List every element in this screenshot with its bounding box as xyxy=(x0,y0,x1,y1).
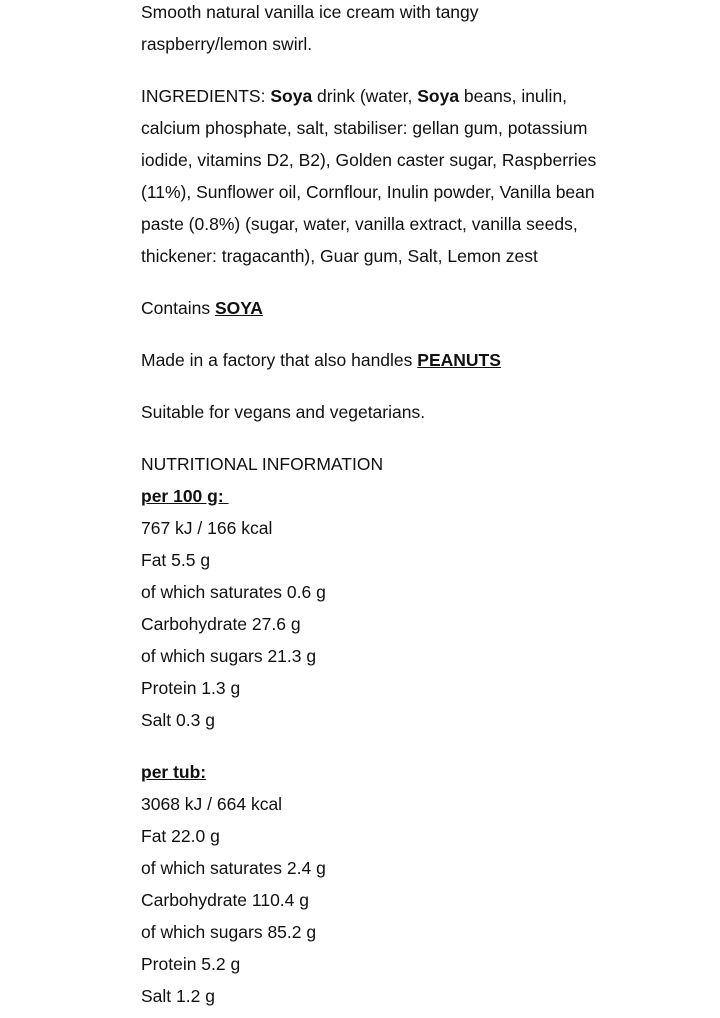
nutrition-protein: Protein 1.3 g xyxy=(141,678,241,698)
ingredients-line: thickener: tragacanth), Guar gum, Salt, Lemon zest xyxy=(141,246,538,266)
factory-allergen: PEANUTS xyxy=(417,350,501,370)
nutrition-heading: NUTRITIONAL INFORMATION xyxy=(141,454,384,474)
nutrition-section xyxy=(141,448,661,1012)
description-line: Smooth natural vanilla ice cream with tangy xyxy=(141,2,479,22)
contains-allergen: SOYA xyxy=(214,298,263,318)
nutrition-protein: Protein 5.2 g xyxy=(141,954,241,974)
nutrition-per-tub xyxy=(141,756,661,1012)
product-description xyxy=(141,0,661,60)
ingredients-line: (11%), Sunflower oil, Cornflour, Inulin powder, Vanilla bean xyxy=(141,182,595,202)
factory-statement xyxy=(141,344,661,376)
ingredients-section xyxy=(141,80,661,272)
suitability-statement: Suitable for vegans and vegetarians. xyxy=(141,402,426,422)
nutrition-carbohydrate: Carbohydrate 110.4 g xyxy=(141,890,309,910)
nutrition-salt: Salt 0.3 g xyxy=(141,710,215,730)
ingredients-label: INGREDIENTS: xyxy=(141,86,266,106)
nutrition-salt: Salt 1.2 g xyxy=(141,986,215,1006)
ingredients-line: paste (0.8%) (sugar, water, vanilla extract, vanilla seeds, xyxy=(141,214,578,234)
ingredients-line xyxy=(141,80,661,112)
factory-prefix: Made in a factory that also handles xyxy=(141,350,418,370)
nutrition-fat: Fat 5.5 g xyxy=(141,550,211,570)
ingredients-text: drink (water, xyxy=(312,86,418,106)
ingredients-text: beans, inulin, xyxy=(459,86,568,106)
allergen-soya: Soya xyxy=(417,86,460,106)
ingredients-line: iodide, vitamins D2, B2), Golden caster sugar, Raspberries xyxy=(141,150,597,170)
nutrition-sugars: of which sugars 85.2 g xyxy=(141,922,317,942)
contains-statement xyxy=(141,292,661,324)
nutrition-saturates: of which saturates 2.4 g xyxy=(141,858,326,878)
nutrition-per-100g xyxy=(141,480,661,736)
description-line: raspberry/lemon swirl. xyxy=(141,34,313,54)
contains-prefix: Contains xyxy=(141,298,215,318)
ingredients-line: calcium phosphate, salt, stabiliser: gellan gum, potassium xyxy=(141,118,588,138)
nutrition-energy: 767 kJ / 166 kcal xyxy=(141,518,273,538)
nutrition-sugars: of which sugars 21.3 g xyxy=(141,646,317,666)
per-100g-heading: per 100 g: xyxy=(141,486,229,506)
nutrition-carbohydrate: Carbohydrate 27.6 g xyxy=(141,614,301,634)
product-info xyxy=(141,0,661,1012)
nutrition-saturates: of which saturates 0.6 g xyxy=(141,582,326,602)
nutrition-fat: Fat 22.0 g xyxy=(141,826,220,846)
per-tub-heading: per tub: xyxy=(141,762,207,782)
allergen-soya: Soya xyxy=(270,86,313,106)
nutrition-energy: 3068 kJ / 664 kcal xyxy=(141,794,283,814)
